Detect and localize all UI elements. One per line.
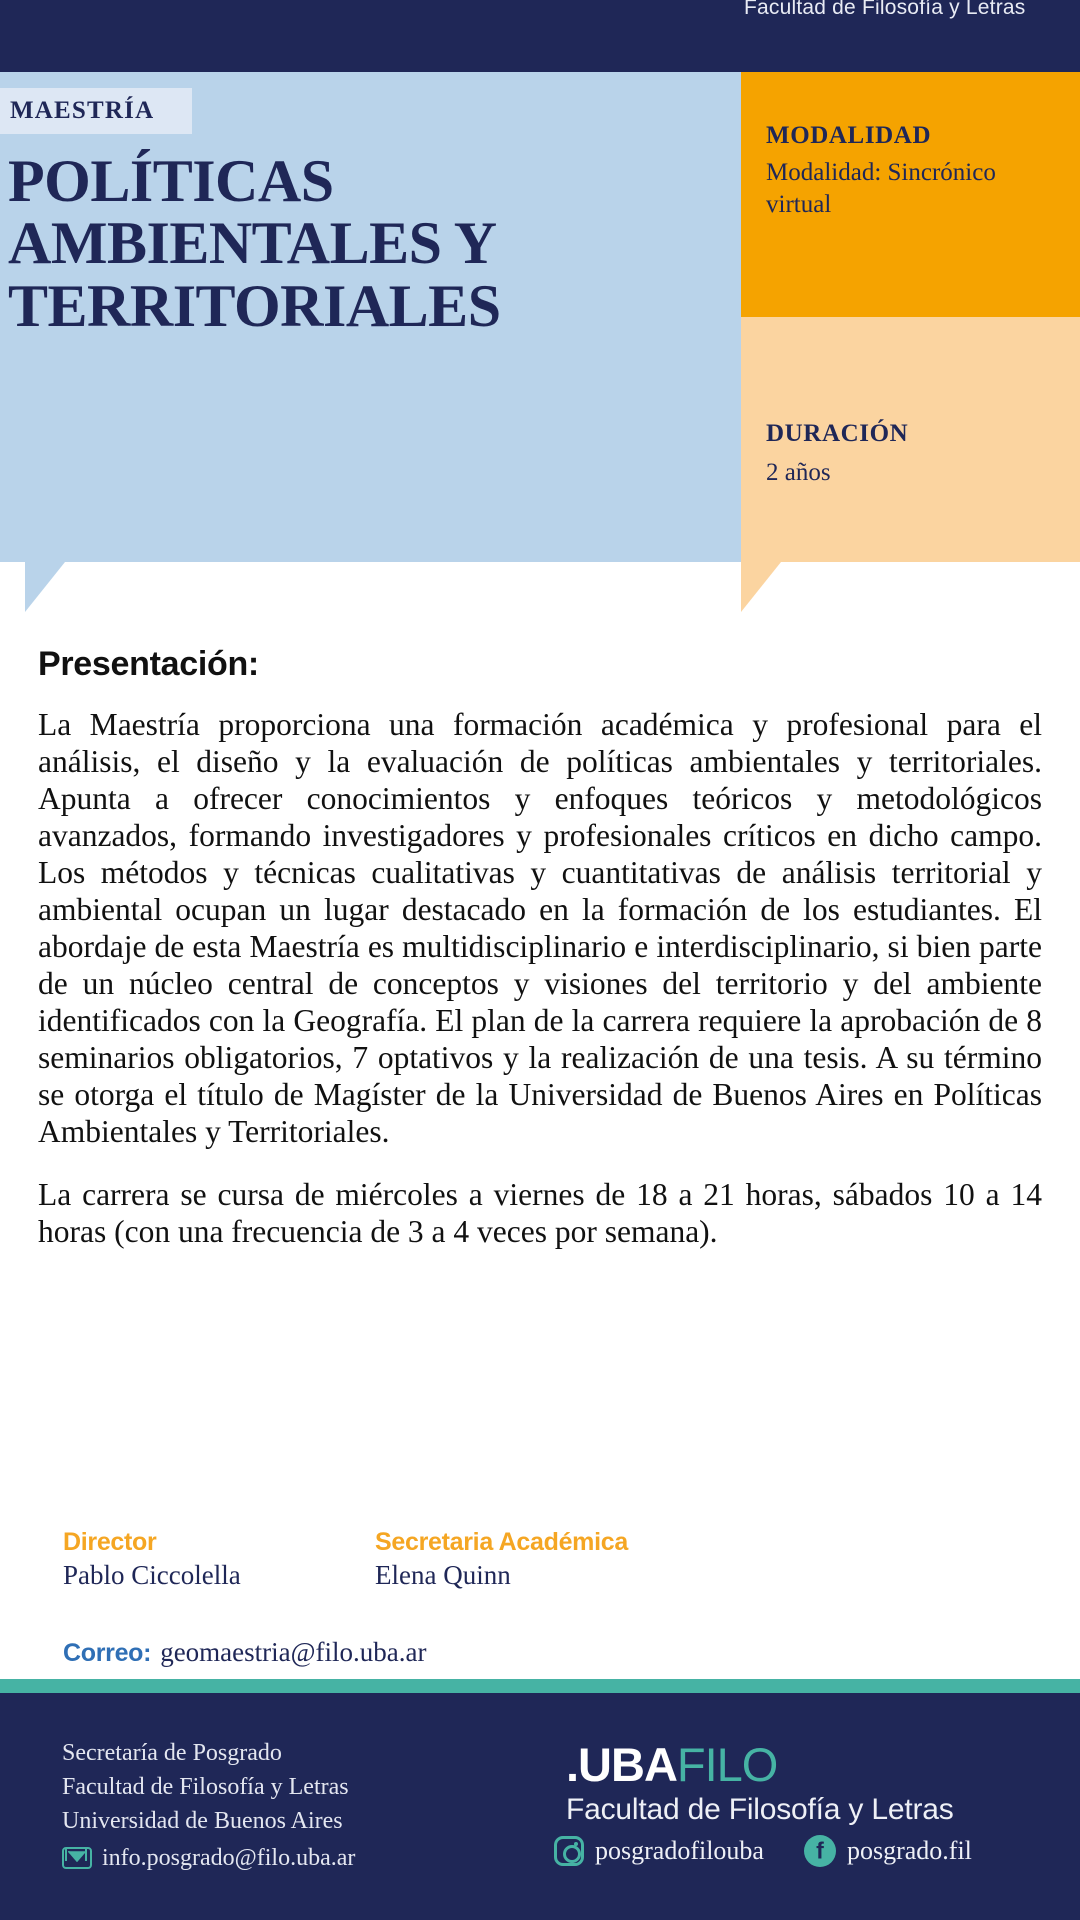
top-navy-bar [0,0,1080,72]
logo-uba-text: .UBA [566,1738,677,1791]
presentation-paragraph-2: La carrera se cursa de miércoles a viernes de 18 a 21 horas, sábados 10 a 14 horas (con una frecuencia de 3 a 4 veces por semana). [38,1177,1042,1249]
staff-secretary [375,1528,628,1591]
duracion-value: 2 años [766,459,831,486]
footer-org-line-2: Facultad de Filosofía y Letras [62,1774,349,1801]
uba-filo-logo [566,1738,1080,1791]
facebook-link[interactable] [804,1835,972,1867]
instagram-icon [554,1836,584,1866]
program-title-panel [0,72,741,562]
director-name: Pablo Ciccolella [63,1560,241,1590]
modalidad-panel [741,72,1080,317]
footer [0,1693,1080,1920]
facebook-icon [804,1835,836,1867]
social-links-row [554,1835,972,1867]
logo-subtitle: Facultad de Filosofía y Letras [566,1793,954,1826]
duracion-panel [741,317,1080,562]
director-role-label: Director [63,1528,157,1556]
presentation-paragraph-1: La Maestría proporciona una formación académica y profesional para el análisis, el diseño y la evaluación de políticas ambientales y territoriales. Apunta a ofrecer conocimientos y enfoques teóricos y metodológicos avanzados, formando investigadores y profesionales críticos en dicho campo. Los métodos y técnicas cualitativas y cuantitativas de análisis territorial y ambiental ocupan un lugar destacado en la formación de los estudiantes. El abordaje de esta Maestría es multidisciplinario e interdisciplinario, si bien parte de un núcleo central de conceptos y visiones del territorio y del ambiente identificados con la Geografía. El plan de la carrera requiere la aprobación de 8 seminarios obligatorios, 7 optativos y la realización de una tesis. A su término se otorga el título de Magíster de la Universidad de Buenos Aires en Políticas Ambientales y Territoriales. [38,707,1042,1149]
program-email-row [63,1637,426,1668]
envelope-flap-icon [68,1851,87,1862]
footer-teal-stripe [0,1679,1080,1693]
staff-section [63,1528,963,1600]
instagram-dot-icon [574,1842,578,1846]
footer-logo-block [566,1738,1080,1865]
secretary-role-label: Secretaria Académica [375,1528,628,1556]
logo-filo-text: FILO [676,1738,778,1791]
envelope-icon [62,1847,92,1869]
header-faculty-title: Facultad de Filosofía y Letras [744,0,1026,19]
instagram-link[interactable] [554,1836,764,1866]
program-email-value[interactable]: geomaestria@filo.uba.ar [160,1637,427,1667]
page-title: POLÍTICAS AMBIENTALES Y TERRITORIALES [8,148,501,339]
blue-panel-tail [25,562,65,612]
program-kicker: MAESTRÍA [10,97,155,124]
program-email-label: Correo: [63,1639,152,1667]
footer-email-row[interactable] [62,1841,355,1875]
footer-contact-block [62,1736,355,1875]
staff-row [63,1528,963,1600]
facebook-handle[interactable]: posgrado.fil [846,1836,972,1865]
footer-org-line-3: Universidad de Buenos Aires [62,1808,343,1835]
instagram-handle[interactable]: posgradofilouba [595,1836,764,1865]
peach-panel-tail [741,562,781,612]
presentation-section [38,645,1042,1250]
duracion-heading: DURACIÓN [766,420,909,447]
modalidad-heading: MODALIDAD [766,122,932,149]
staff-director [63,1528,241,1591]
secretary-name: Elena Quinn [375,1560,511,1590]
section-heading-presentacion: Presentación: [38,645,259,683]
modalidad-value: Modalidad: Sincrónico virtual [766,159,996,218]
footer-email-value[interactable]: info.posgrado@filo.uba.ar [102,1845,356,1872]
footer-org-line-1: Secretaría de Posgrado [62,1740,282,1766]
